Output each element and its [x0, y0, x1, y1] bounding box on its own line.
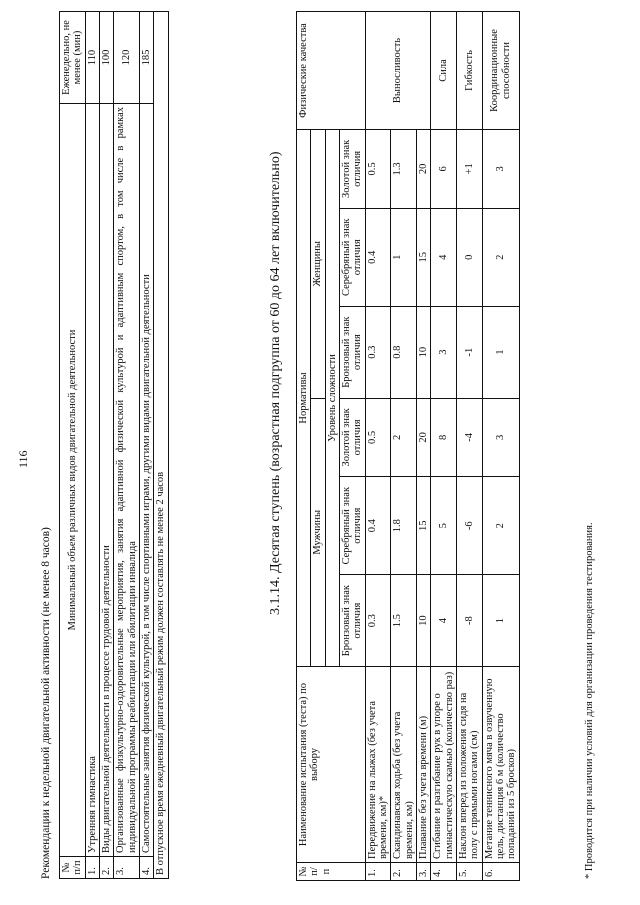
activity-table: [59, 11, 169, 879]
value-cell: 3: [482, 130, 519, 209]
value-cell: -8: [456, 575, 482, 667]
value-cell: 20: [416, 398, 430, 477]
quality-cell: Сила: [431, 12, 457, 130]
row-num: 6.: [482, 863, 519, 881]
row-num: 2.: [391, 863, 417, 881]
level-women-bronze: Бронзовый знак отличия: [339, 306, 365, 398]
table-row: [431, 12, 457, 881]
value-cell: 4: [431, 208, 457, 306]
level-women-gold: Золотой знак отличия: [339, 130, 365, 209]
row-activity: Виды двигательной деятельности в процессе трудовой деятельности: [99, 104, 113, 857]
value-cell: 0.3: [365, 306, 391, 398]
header-men: Мужчины: [311, 398, 325, 666]
value-cell: 15: [416, 208, 430, 306]
level-men-bronze: Бронзовый знак отличия: [339, 575, 365, 667]
recommendation-title: Рекомендации к недельной двигательной активности (не менее 8 часов): [40, 527, 52, 879]
activity-table-header: [60, 12, 86, 879]
row-activity: Самостоятельные занятия физической культурой, в том числе спортивными играми, другими видами двигательной деятельности: [139, 104, 153, 857]
value-cell: 1.5: [391, 575, 417, 667]
footnote: * Проводится при наличии условий для организации проведения тестирования.: [584, 522, 595, 879]
row-activity: Организованные физкультурно-оздоровительные мероприятия, занятия адаптивной физической культурой и адаптивным спортом, в том числе в рамках индивидуальной программы реабилитации или абилитации инвалида: [114, 104, 140, 857]
value-cell: 10: [416, 306, 430, 398]
table-footer-row: [154, 12, 168, 879]
table-row: [139, 12, 153, 879]
value-cell: 2: [391, 398, 417, 477]
header-test-name: Наименование испытания (теста) по выбору: [297, 667, 366, 863]
value-cell: 5: [431, 477, 457, 575]
header-activity-name: Минимальный объем различных видов двигательной деятельности: [60, 104, 86, 857]
table-row: [99, 12, 113, 879]
norms-header-row: [297, 12, 311, 881]
header-quality: Физические качества: [297, 12, 366, 130]
row-value: 120: [114, 12, 140, 104]
header-norms: Нормативы: [297, 130, 311, 667]
vacation-note: В отпускное время ежедневный двигательный режим должен составлять не менее 2 часов: [154, 12, 168, 879]
value-cell: 0: [456, 208, 482, 306]
row-value: 185: [139, 12, 153, 104]
row-test: Метание теннисного мяча в озвученную цель, дистанция 6 м (количество попаданий из 5 бросков): [482, 667, 519, 863]
value-cell: 0.5: [365, 398, 391, 477]
page-number: 116: [16, 450, 30, 468]
quality-cell: Гибкость: [456, 12, 482, 130]
table-row: [482, 12, 519, 881]
table-row: [416, 12, 430, 881]
header-weekly: Еженедельно, не менее (мин): [60, 12, 86, 104]
value-cell: -6: [456, 477, 482, 575]
table-row: [85, 12, 99, 879]
level-women-silver: Серебряный знак отличия: [339, 208, 365, 306]
table-row: [456, 12, 482, 881]
value-cell: -1: [456, 306, 482, 398]
value-cell: 0.4: [365, 477, 391, 575]
header-women: Женщины: [311, 130, 325, 399]
level-men-gold: Золотой знак отличия: [339, 398, 365, 477]
value-cell: +1: [456, 130, 482, 209]
value-cell: 6: [431, 130, 457, 209]
value-cell: 2: [482, 208, 519, 306]
row-num: 5.: [456, 863, 482, 881]
row-num: 3.: [114, 857, 140, 879]
value-cell: 0.4: [365, 208, 391, 306]
row-num: 3.: [416, 863, 430, 881]
value-cell: 3: [482, 398, 519, 477]
level-men-silver: Серебряный знак отличия: [339, 477, 365, 575]
row-num: 4.: [139, 857, 153, 879]
table-row: [114, 12, 140, 879]
row-activity: Утренняя гимнастика: [85, 104, 99, 857]
value-cell: 2: [482, 477, 519, 575]
value-cell: -4: [456, 398, 482, 477]
row-value: 100: [99, 12, 113, 104]
row-test: Скандинавская ходьба (без учета времени, км): [391, 667, 417, 863]
row-test: Сгибание и разгибание рук в упоре о гимнастическую скамью (количество раз): [431, 667, 457, 863]
value-cell: 20: [416, 130, 430, 209]
row-value: 110: [85, 12, 99, 104]
row-test: Передвижение на лыжах (без учета времени, км)*: [365, 667, 391, 863]
table-row: [391, 12, 417, 881]
value-cell: 1.8: [391, 477, 417, 575]
section-heading: 3.1.14. Десятая ступень (возрастная подгруппа от 60 до 64 лет включительно): [268, 151, 283, 615]
row-num: 1.: [85, 857, 99, 879]
value-cell: 4: [431, 575, 457, 667]
header-difficulty: Уровень сложности: [325, 130, 339, 667]
value-cell: 3: [431, 306, 457, 398]
row-num: 1.: [365, 863, 391, 881]
value-cell: 0.8: [391, 306, 417, 398]
value-cell: 10: [416, 575, 430, 667]
header-num: № п/п: [297, 863, 366, 881]
value-cell: 8: [431, 398, 457, 477]
row-num: 2.: [99, 857, 113, 879]
norms-table: [296, 11, 520, 881]
value-cell: 0.5: [365, 130, 391, 209]
table-row: [365, 12, 391, 881]
value-cell: 1.3: [391, 130, 417, 209]
quality-cell: Выносливость: [365, 12, 431, 130]
value-cell: 0.3: [365, 575, 391, 667]
row-test: Наклон вперед из положения сидя на полу с прямыми ногами (см): [456, 667, 482, 863]
value-cell: 1: [391, 208, 417, 306]
value-cell: 15: [416, 477, 430, 575]
header-num: № п/п: [60, 857, 86, 879]
value-cell: 1: [482, 575, 519, 667]
quality-cell: Координационные способности: [482, 12, 519, 130]
value-cell: 1: [482, 306, 519, 398]
row-test: Плавание без учета времени (м): [416, 667, 430, 863]
row-num: 4.: [431, 863, 457, 881]
